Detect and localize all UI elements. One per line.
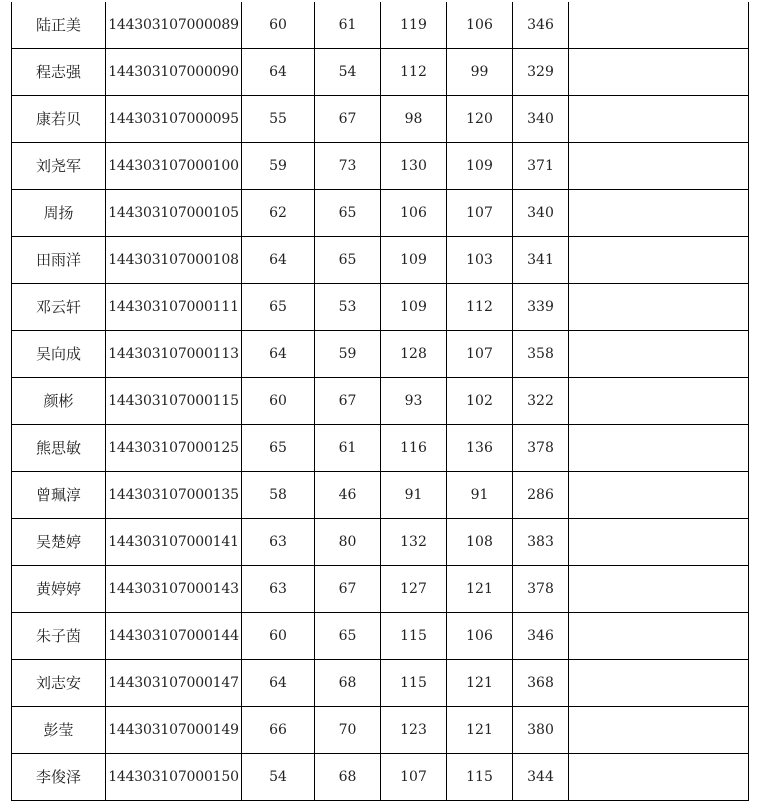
table-row xyxy=(12,707,749,754)
total-score-cell: 339 xyxy=(513,284,569,331)
table-row xyxy=(12,143,749,190)
student-name-cell: 吴楚婷 xyxy=(12,519,106,566)
remark-cell xyxy=(569,754,749,801)
table-row xyxy=(12,237,749,284)
student-name-cell: 康若贝 xyxy=(12,96,106,143)
score-4-cell: 115 xyxy=(447,754,513,801)
score-3-cell: 109 xyxy=(381,237,447,284)
score-4-cell: 91 xyxy=(447,472,513,519)
score-2-cell: 54 xyxy=(315,49,381,96)
score-3-cell: 130 xyxy=(381,143,447,190)
exam-id-cell: 144303107000150 xyxy=(106,754,242,801)
score-1-cell: 54 xyxy=(242,754,315,801)
total-score-cell: 378 xyxy=(513,566,569,613)
table-row xyxy=(12,519,749,566)
score-2-cell: 70 xyxy=(315,707,381,754)
score-1-cell: 64 xyxy=(242,660,315,707)
score-1-cell: 64 xyxy=(242,237,315,284)
total-score-cell: 346 xyxy=(513,2,569,49)
score-2-cell: 67 xyxy=(315,378,381,425)
score-4-cell: 107 xyxy=(447,190,513,237)
total-score-cell: 371 xyxy=(513,143,569,190)
score-2-cell: 68 xyxy=(315,660,381,707)
score-3-cell: 107 xyxy=(381,754,447,801)
score-4-cell: 106 xyxy=(447,2,513,49)
score-3-cell: 132 xyxy=(381,519,447,566)
remark-cell xyxy=(569,425,749,472)
table-row xyxy=(12,754,749,801)
student-name-cell: 刘志安 xyxy=(12,660,106,707)
score-3-cell: 115 xyxy=(381,660,447,707)
remark-cell xyxy=(569,613,749,660)
total-score-cell: 368 xyxy=(513,660,569,707)
score-table xyxy=(11,2,749,801)
score-2-cell: 46 xyxy=(315,472,381,519)
exam-id-cell: 144303107000089 xyxy=(106,2,242,49)
student-name-cell: 曾珮淳 xyxy=(12,472,106,519)
score-3-cell: 128 xyxy=(381,331,447,378)
score-2-cell: 61 xyxy=(315,2,381,49)
exam-id-cell: 144303107000111 xyxy=(106,284,242,331)
score-1-cell: 65 xyxy=(242,425,315,472)
exam-id-cell: 144303107000105 xyxy=(106,190,242,237)
table-row xyxy=(12,190,749,237)
total-score-cell: 378 xyxy=(513,425,569,472)
score-1-cell: 59 xyxy=(242,143,315,190)
score-3-cell: 123 xyxy=(381,707,447,754)
score-4-cell: 121 xyxy=(447,566,513,613)
total-score-cell: 346 xyxy=(513,613,569,660)
score-4-cell: 112 xyxy=(447,284,513,331)
remark-cell xyxy=(569,284,749,331)
score-1-cell: 64 xyxy=(242,331,315,378)
student-name-cell: 颜彬 xyxy=(12,378,106,425)
exam-id-cell: 144303107000090 xyxy=(106,49,242,96)
exam-id-cell: 144303107000144 xyxy=(106,613,242,660)
exam-id-cell: 144303107000125 xyxy=(106,425,242,472)
remark-cell xyxy=(569,190,749,237)
remark-cell xyxy=(569,519,749,566)
exam-id-cell: 144303107000143 xyxy=(106,566,242,613)
score-3-cell: 112 xyxy=(381,49,447,96)
exam-id-cell: 144303107000147 xyxy=(106,660,242,707)
table-row xyxy=(12,566,749,613)
score-1-cell: 65 xyxy=(242,284,315,331)
score-2-cell: 80 xyxy=(315,519,381,566)
score-1-cell: 63 xyxy=(242,566,315,613)
total-score-cell: 340 xyxy=(513,96,569,143)
student-name-cell: 黄婷婷 xyxy=(12,566,106,613)
score-2-cell: 65 xyxy=(315,190,381,237)
student-name-cell: 李俊泽 xyxy=(12,754,106,801)
total-score-cell: 340 xyxy=(513,190,569,237)
exam-id-cell: 144303107000149 xyxy=(106,707,242,754)
total-score-cell: 344 xyxy=(513,754,569,801)
score-3-cell: 127 xyxy=(381,566,447,613)
score-4-cell: 121 xyxy=(447,707,513,754)
table-row xyxy=(12,331,749,378)
student-name-cell: 陆正美 xyxy=(12,2,106,49)
remark-cell xyxy=(569,472,749,519)
score-1-cell: 58 xyxy=(242,472,315,519)
student-name-cell: 朱子茵 xyxy=(12,613,106,660)
student-name-cell: 吴向成 xyxy=(12,331,106,378)
score-4-cell: 99 xyxy=(447,49,513,96)
score-4-cell: 108 xyxy=(447,519,513,566)
score-2-cell: 61 xyxy=(315,425,381,472)
remark-cell xyxy=(569,49,749,96)
total-score-cell: 341 xyxy=(513,237,569,284)
remark-cell xyxy=(569,143,749,190)
exam-id-cell: 144303107000135 xyxy=(106,472,242,519)
score-2-cell: 67 xyxy=(315,566,381,613)
table-row xyxy=(12,284,749,331)
remark-cell xyxy=(569,660,749,707)
table-row xyxy=(12,2,749,49)
exam-id-cell: 144303107000095 xyxy=(106,96,242,143)
score-1-cell: 66 xyxy=(242,707,315,754)
student-name-cell: 田雨洋 xyxy=(12,237,106,284)
student-name-cell: 邓云轩 xyxy=(12,284,106,331)
score-3-cell: 91 xyxy=(381,472,447,519)
total-score-cell: 322 xyxy=(513,378,569,425)
total-score-cell: 329 xyxy=(513,49,569,96)
score-4-cell: 102 xyxy=(447,378,513,425)
score-1-cell: 64 xyxy=(242,49,315,96)
exam-id-cell: 144303107000115 xyxy=(106,378,242,425)
score-3-cell: 106 xyxy=(381,190,447,237)
student-name-cell: 周扬 xyxy=(12,190,106,237)
score-4-cell: 120 xyxy=(447,96,513,143)
table-row xyxy=(12,660,749,707)
score-1-cell: 62 xyxy=(242,190,315,237)
score-3-cell: 93 xyxy=(381,378,447,425)
score-2-cell: 65 xyxy=(315,613,381,660)
table-row xyxy=(12,49,749,96)
score-3-cell: 98 xyxy=(381,96,447,143)
score-4-cell: 121 xyxy=(447,660,513,707)
student-name-cell: 熊思敏 xyxy=(12,425,106,472)
score-2-cell: 73 xyxy=(315,143,381,190)
score-table-body xyxy=(12,2,749,801)
score-4-cell: 103 xyxy=(447,237,513,284)
exam-id-cell: 144303107000141 xyxy=(106,519,242,566)
exam-id-cell: 144303107000113 xyxy=(106,331,242,378)
score-1-cell: 63 xyxy=(242,519,315,566)
score-4-cell: 109 xyxy=(447,143,513,190)
score-2-cell: 59 xyxy=(315,331,381,378)
exam-id-cell: 144303107000100 xyxy=(106,143,242,190)
score-1-cell: 60 xyxy=(242,613,315,660)
score-3-cell: 116 xyxy=(381,425,447,472)
score-4-cell: 106 xyxy=(447,613,513,660)
remark-cell xyxy=(569,378,749,425)
student-name-cell: 程志强 xyxy=(12,49,106,96)
score-1-cell: 55 xyxy=(242,96,315,143)
total-score-cell: 286 xyxy=(513,472,569,519)
total-score-cell: 380 xyxy=(513,707,569,754)
score-1-cell: 60 xyxy=(242,378,315,425)
table-row xyxy=(12,96,749,143)
remark-cell xyxy=(569,566,749,613)
score-2-cell: 65 xyxy=(315,237,381,284)
total-score-cell: 383 xyxy=(513,519,569,566)
table-row xyxy=(12,425,749,472)
score-2-cell: 53 xyxy=(315,284,381,331)
score-4-cell: 107 xyxy=(447,331,513,378)
table-row xyxy=(12,378,749,425)
score-2-cell: 68 xyxy=(315,754,381,801)
student-name-cell: 刘尧军 xyxy=(12,143,106,190)
score-4-cell: 136 xyxy=(447,425,513,472)
score-3-cell: 115 xyxy=(381,613,447,660)
remark-cell xyxy=(569,707,749,754)
exam-id-cell: 144303107000108 xyxy=(106,237,242,284)
total-score-cell: 358 xyxy=(513,331,569,378)
score-2-cell: 67 xyxy=(315,96,381,143)
score-3-cell: 119 xyxy=(381,2,447,49)
remark-cell xyxy=(569,96,749,143)
table-row xyxy=(12,472,749,519)
score-3-cell: 109 xyxy=(381,284,447,331)
table-row xyxy=(12,613,749,660)
remark-cell xyxy=(569,2,749,49)
remark-cell xyxy=(569,331,749,378)
remark-cell xyxy=(569,237,749,284)
student-name-cell: 彭莹 xyxy=(12,707,106,754)
score-1-cell: 60 xyxy=(242,2,315,49)
